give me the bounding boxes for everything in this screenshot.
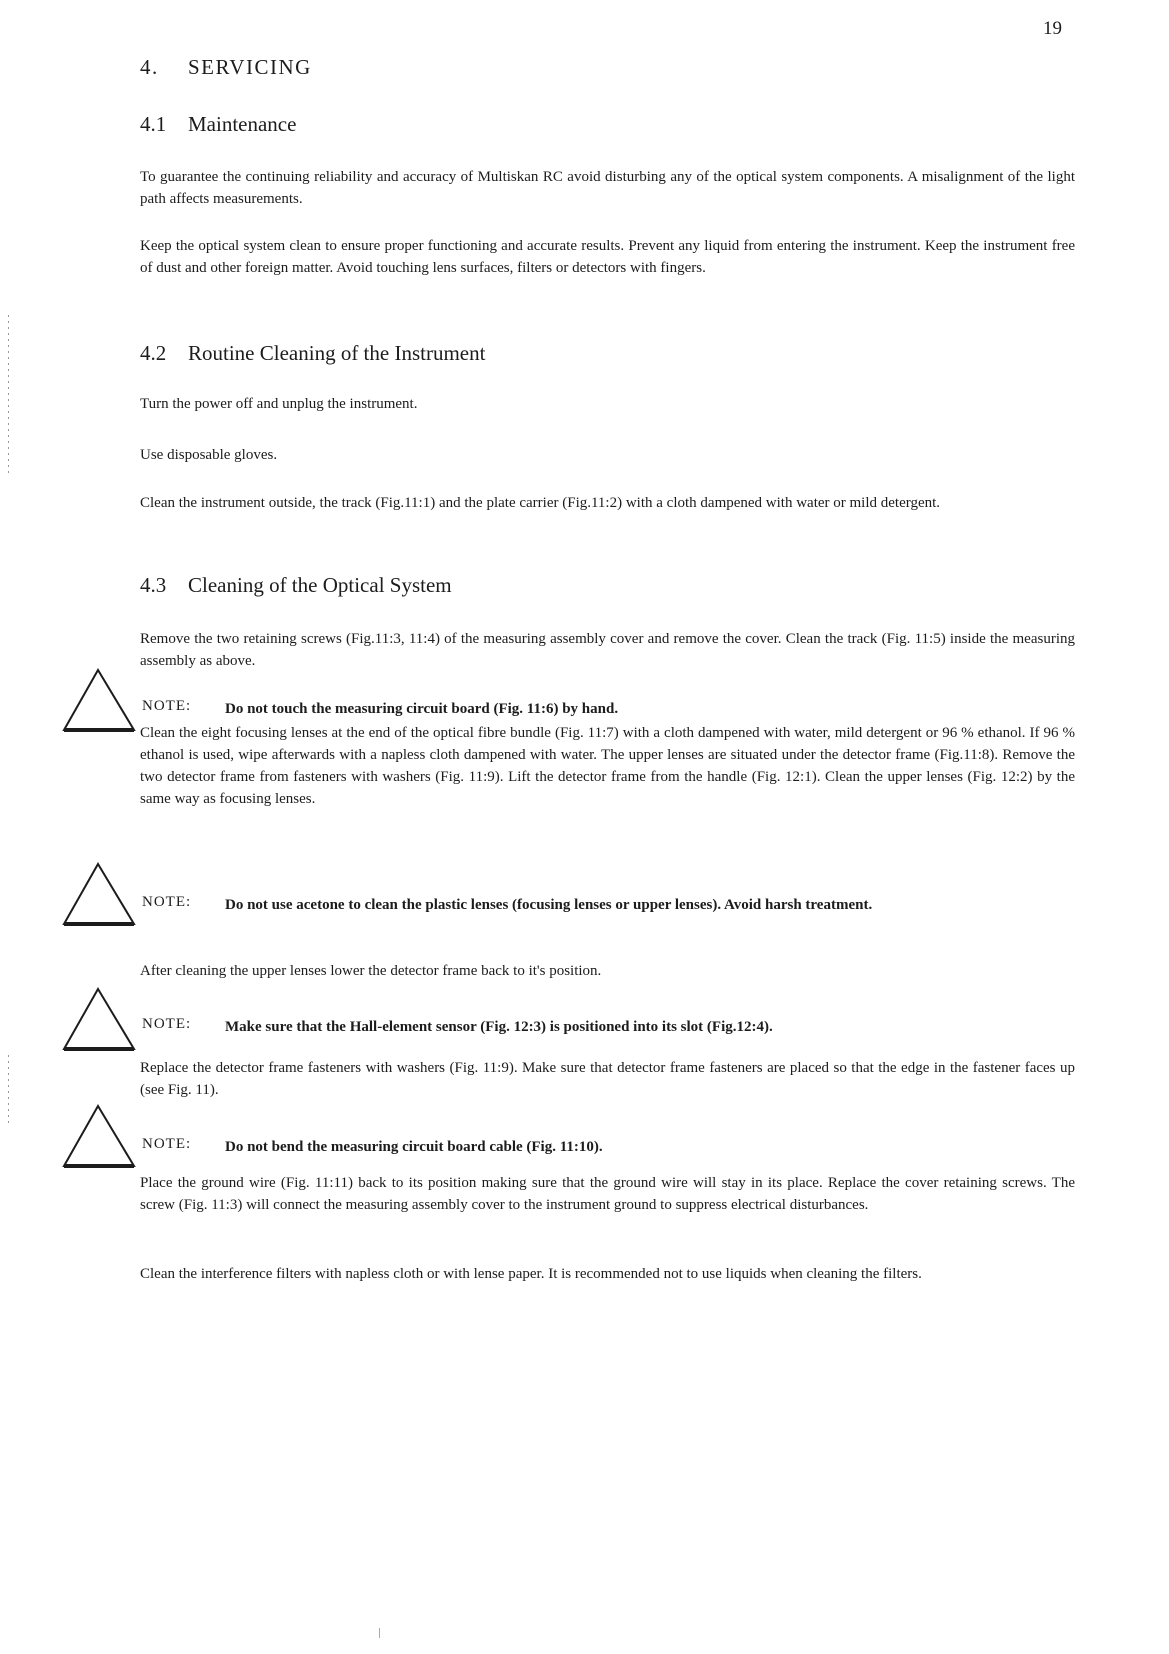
paragraph-gloves: Use disposable gloves. [140, 447, 278, 463]
page-number: 19 [1043, 18, 1062, 39]
subsection-heading-4-3 [140, 573, 452, 598]
subsection-title: Cleaning of the Optical System [188, 573, 452, 597]
note-text: Do not use acetone to clean the plastic lenses (focusing lenses or upper lenses). Avoid harsh treatment. [225, 897, 873, 913]
note-text: Make sure that the Hall-element sensor (Fig. 12:3) is positioned into its slot (Fig.12:4). [225, 1019, 773, 1035]
paragraph-maintenance-2: Keep the optical system clean to ensure proper functioning and accurate results. Prevent any liquid from entering the instrument. Keep the instrument free of dust and other foreign matter. Avoid touching lens surfaces, filters or detectors with fingers. [140, 238, 1075, 276]
warning-triangle-icon [60, 1102, 142, 1170]
scan-foot-mark [379, 1628, 380, 1638]
subsection-number: 4.1 [140, 112, 167, 136]
paragraph-ground-wire: Place the ground wire (Fig. 11:11) back to its position making sure that the ground wire will stay in its place. Replace the cover retaining screws. The screw (Fig. 11:3) will connect the measuring assembly cover to the instrument ground to suppress electrical disturbances. [140, 1175, 1075, 1213]
paragraph-lower-frame: After cleaning the upper lenses lower the detector frame back to it's position. [140, 963, 602, 979]
note-text: Do not touch the measuring circuit board (Fig. 11:6) by hand. [225, 701, 619, 717]
warning-triangle-icon [60, 860, 142, 928]
section-title: SERVICING [188, 55, 312, 79]
paragraph-interference-filters: Clean the interference filters with napless cloth or with lense paper. It is recommended not to use liquids when cleaning the filters. [140, 1266, 922, 1282]
warning-triangle-icon [60, 666, 142, 734]
scan-margin-mark [8, 1055, 9, 1125]
subsection-title: Routine Cleaning of the Instrument [188, 341, 486, 365]
note-label: NOTE: [142, 698, 192, 714]
subsection-heading-4-1 [140, 112, 296, 137]
subsection-number: 4.2 [140, 341, 167, 365]
paragraph-remove-screws: Remove the two retaining screws (Fig.11:3, 11:4) of the measuring assembly cover and remove the cover. Clean the track (Fig. 11:5) inside the measuring assembly as above. [140, 631, 1075, 669]
paragraph-replace-fasteners: Replace the detector frame fasteners with washers (Fig. 11:9). Make sure that detector frame fasteners are placed so that the edge in the fastener faces up (see Fig. 11). [140, 1060, 1075, 1098]
paragraph-focusing-lenses: Clean the eight focusing lenses at the end of the optical fibre bundle (Fig. 11:7) with a cloth dampened with water, mild detergent or 96 % ethanol. If 96 % ethanol is used, wipe afterwards with a napless cloth dampened with water. The upper lenses are situated under the detector frame (Fig.11:8). Remove the two detector frame from fasteners with washers (Fig. 11:9). Lift the detector frame from the handle (Fig. 12:1). Clean the upper lenses (Fig. 12:2) by the same way as focusing lenses. [140, 725, 1075, 807]
note-label: NOTE: [142, 1016, 192, 1032]
paragraph-maintenance-1: To guarantee the continuing reliability and accuracy of Multiskan RC avoid disturbing any of the optical system components. A misalignment of the light path affects measurements. [140, 169, 1075, 207]
section-number: 4. [140, 55, 159, 79]
note-label: NOTE: [142, 1136, 192, 1152]
subsection-title: Maintenance [188, 112, 297, 136]
paragraph-power-off: Turn the power off and unplug the instrument. [140, 396, 418, 412]
subsection-heading-4-2 [140, 341, 485, 366]
scan-margin-mark [8, 315, 9, 475]
warning-triangle-icon [60, 985, 142, 1053]
note-text: Do not bend the measuring circuit board cable (Fig. 11:10). [225, 1139, 603, 1155]
paragraph-clean-outside: Clean the instrument outside, the track (Fig.11:1) and the plate carrier (Fig.11:2) with a cloth dampened with water or mild detergent. [140, 495, 941, 511]
section-heading [140, 55, 312, 80]
subsection-number: 4.3 [140, 573, 167, 597]
note-label: NOTE: [142, 894, 192, 910]
